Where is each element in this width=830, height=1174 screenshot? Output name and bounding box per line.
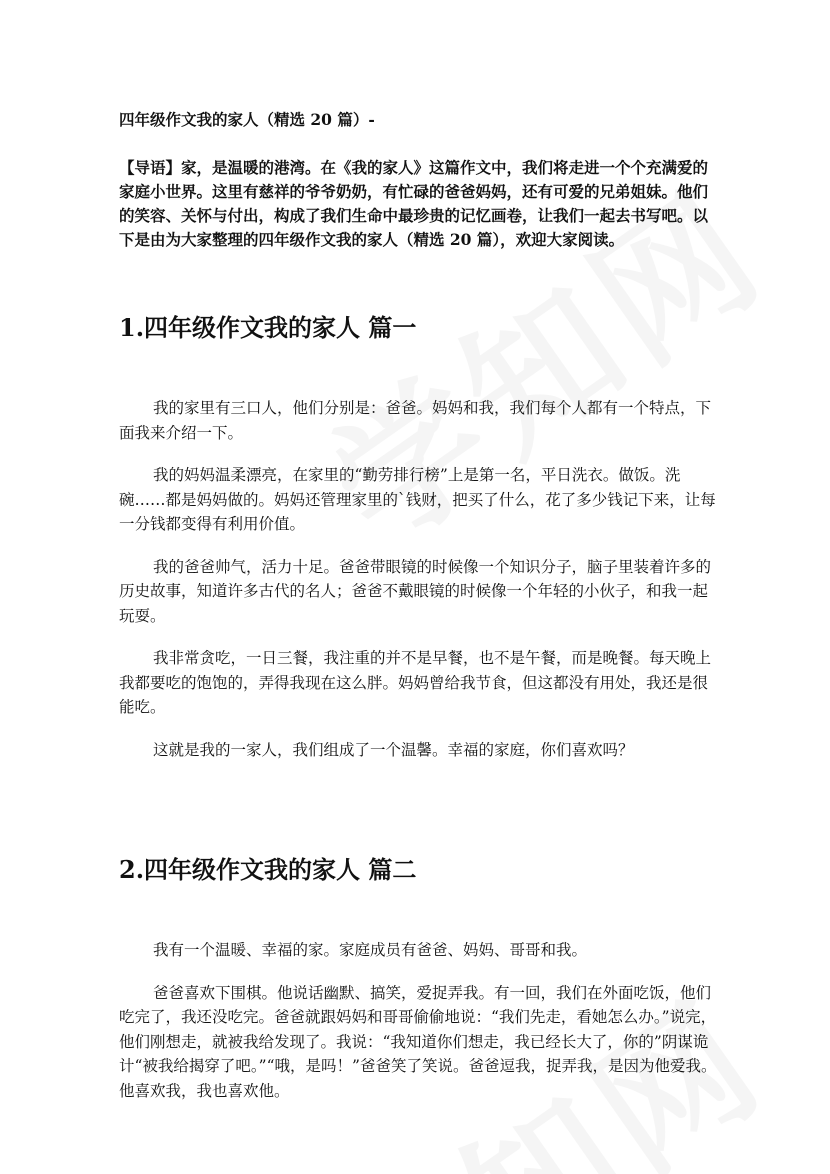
paragraph: 我的家里有三口人，他们分别是：爸爸。妈妈和我，我们每个人都有一个特点，下面我来介绍一下。 (119, 399, 712, 442)
section-heading: 1.四年级作文我的家人 篇一 (119, 313, 417, 342)
paragraph: 这就是我的一家人，我们组成了一个温馨。幸福的家庭，你们喜欢吗？ (153, 740, 634, 759)
paragraph: 我非常贪吃，一日三餐，我注重的并不是早餐，也不是午餐，而是晚餐。每天晚上我都要吃的饱饱的，弄得我现在这么胖。妈妈曾给我节食，但这都没有用处，我还是很能吃。 (119, 649, 712, 716)
document-title: 四年级作文我的家人（精选 20 篇）- (119, 110, 375, 129)
paragraph: 我的妈妈温柔漂亮，在家里的“勤劳排行榜”上是第一名，平日洗衣。做饭。洗碗……都是妈妈做的。妈妈还管理家里的`钱财，把买了什么，花了多少钱记下来，让每一分钱都变得有利用价值。 (119, 466, 716, 533)
section-body (119, 938, 719, 1103)
paragraph: 爸爸喜欢下围棋。他说话幽默、搞笑，爱捉弄我。有一回，我们在外面吃饭，他们吃完了，我还没吃完。爸爸就跟妈妈和哥哥偷偷地说：“我们先走，看她怎么办。”说完，他们刚想走，就被我给发现了。我说：“我知道你们想走，我已经长大了，你的”阴谋诡计“被我给揭穿了吧。”“哦，是吗！”爸爸笑了笑说。爸爸逗我，捉弄我，是因为他爱我。他喜欢我，我也喜欢他。 (119, 983, 717, 1100)
section-body (119, 396, 719, 762)
section-heading: 2.四年级作文我的家人 篇二 (119, 855, 417, 884)
document-content (119, 108, 719, 1121)
document-intro: 【导语】家，是温暖的港湾。在《我的家人》这篇作文中，我们将走进一个个充满爱的家庭小世界。这里有慈祥的爷爷奶奶，有忙碌的爸爸妈妈，还有可爱的兄弟姐妹。他们的笑容、关怀与付出，构成了我们生命中最珍贵的记忆画卷，让我们一起去书写吧。以下是由为大家整理的四年级作文我的家人（精选 20 篇），欢迎大家阅读。 (119, 158, 709, 249)
paragraph: 我的爸爸帅气，活力十足。爸爸带眼镜的时候像一个知识分子，脑子里装着许多的历史故事，知道许多古代的名人；爸爸不戴眼镜的时候像一个年轻的小伙子，和我一起玩耍。 (119, 557, 712, 625)
paragraph: 我有一个温暖、幸福的家。家庭成员有爸爸、妈妈、哥哥和我。 (153, 941, 588, 959)
